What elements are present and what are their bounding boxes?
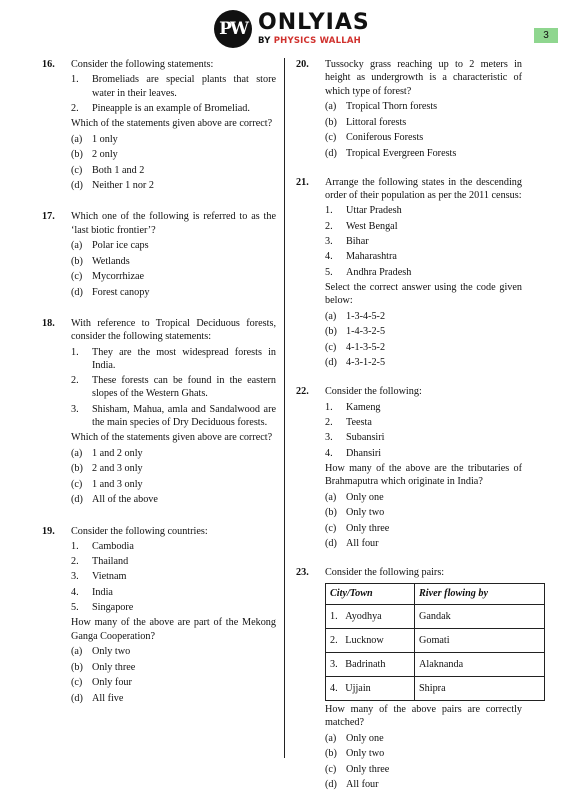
statement-number: 4. bbox=[71, 586, 79, 598]
question-number: 20. bbox=[296, 59, 309, 70]
statement-text: Bihar bbox=[346, 236, 369, 248]
statement bbox=[71, 540, 276, 553]
question bbox=[296, 566, 522, 791]
statement bbox=[325, 235, 522, 248]
statement-text: Teesta bbox=[346, 417, 372, 429]
statement-number: 2. bbox=[71, 375, 79, 387]
statement bbox=[325, 204, 522, 217]
right-column bbox=[296, 58, 522, 791]
question-number: 16. bbox=[42, 59, 55, 70]
question bbox=[42, 317, 276, 507]
answer-option bbox=[325, 147, 522, 160]
question-prompt: How many of the above pairs are correctly matched? bbox=[325, 703, 522, 729]
table-header-row bbox=[326, 583, 545, 604]
answer-option bbox=[71, 645, 276, 658]
option-text: Neither 1 nor 2 bbox=[92, 180, 154, 192]
option-letter: (c) bbox=[325, 341, 337, 353]
statement-text: Cambodia bbox=[92, 540, 134, 552]
question bbox=[42, 58, 276, 192]
statement bbox=[71, 346, 276, 373]
option-text: 2 only bbox=[92, 149, 118, 161]
option-text: 1 and 3 only bbox=[92, 478, 143, 490]
question bbox=[296, 58, 522, 160]
option-text: 4-1-3-5-2 bbox=[346, 341, 386, 353]
table-row bbox=[326, 676, 545, 700]
option-text: Only three bbox=[92, 661, 136, 673]
answer-option bbox=[325, 506, 522, 519]
option-letter: (a) bbox=[71, 447, 83, 459]
statement-text: Pineapple is an example of Bromeliad. bbox=[92, 102, 250, 114]
answer-option bbox=[325, 131, 522, 144]
option-text: Polar ice caps bbox=[92, 240, 149, 252]
answer-option bbox=[325, 116, 522, 129]
table-header: City/Town bbox=[326, 583, 415, 604]
table-cell-river: Gandak bbox=[415, 604, 545, 628]
statement-text: Dhansiri bbox=[346, 447, 382, 459]
statement-number: 2. bbox=[325, 220, 333, 232]
question-prompt: Select the correct answer using the code given below: bbox=[325, 281, 522, 307]
question-prompt: How many of the above are the tributaries of Brahmaputra which originate in India? bbox=[325, 462, 522, 488]
city-name: Ayodhya bbox=[345, 610, 382, 622]
city-name: Ujjain bbox=[345, 682, 371, 694]
option-text: Only one bbox=[346, 491, 384, 503]
option-text: Only three bbox=[346, 522, 390, 534]
option-letter: (d) bbox=[71, 692, 83, 704]
table-cell-city bbox=[326, 676, 415, 700]
option-letter: (a) bbox=[325, 310, 337, 322]
statement bbox=[325, 416, 522, 429]
answer-option bbox=[325, 356, 522, 369]
answer-option bbox=[325, 325, 522, 338]
statement bbox=[71, 102, 276, 115]
statement-text: Vietnam bbox=[92, 571, 127, 583]
row-number: 4. bbox=[330, 682, 338, 694]
option-letter: (d) bbox=[71, 180, 83, 192]
table-cell-river: Alaknanda bbox=[415, 652, 545, 676]
option-letter: (c) bbox=[71, 677, 83, 689]
statement bbox=[71, 374, 276, 401]
table-cell-river: Shipra bbox=[415, 676, 545, 700]
statement bbox=[71, 73, 276, 100]
question-prompt: Which of the statements given above are correct? bbox=[71, 118, 273, 130]
option-text: 1 only bbox=[92, 133, 118, 145]
option-text: 2 and 3 only bbox=[92, 463, 143, 475]
statement-text: They are the most widespread forests in India. bbox=[92, 346, 276, 371]
city-name: Lucknow bbox=[345, 634, 384, 646]
answer-option bbox=[325, 491, 522, 504]
answer-option bbox=[71, 133, 276, 146]
question bbox=[296, 176, 522, 370]
answer-option bbox=[71, 255, 276, 268]
row-number: 2. bbox=[330, 634, 338, 646]
question-stem: Arrange the following states in the descending order of their population as per the 2011 census: bbox=[325, 176, 522, 202]
option-text: All five bbox=[92, 692, 124, 704]
option-text: Tropical Thorn forests bbox=[346, 101, 438, 113]
answer-option bbox=[325, 747, 522, 760]
statement-text: Uttar Pradesh bbox=[346, 205, 402, 217]
statement bbox=[325, 447, 522, 460]
page-number: 3 bbox=[534, 28, 558, 43]
statement-number: 1. bbox=[71, 540, 79, 552]
statement-number: 1. bbox=[71, 74, 79, 86]
statement-number: 3. bbox=[71, 403, 79, 415]
question-stem: Consider the following statements: bbox=[71, 59, 214, 70]
option-letter: (a) bbox=[325, 732, 337, 744]
table-row bbox=[326, 652, 545, 676]
question-stem: With reference to Tropical Deciduous forests, consider the following statements: bbox=[71, 317, 276, 343]
question-number: 17. bbox=[42, 211, 55, 223]
question-stem: Which one of the following is referred to as the ‘last biotic frontier’? bbox=[71, 211, 276, 236]
option-letter: (a) bbox=[71, 133, 83, 145]
question-stem: Consider the following: bbox=[325, 386, 422, 398]
question bbox=[42, 525, 276, 705]
option-text: Wetlands bbox=[92, 255, 130, 267]
option-text: Only two bbox=[346, 748, 385, 760]
option-letter: (d) bbox=[325, 357, 337, 369]
answer-option bbox=[71, 286, 276, 299]
option-text: All of the above bbox=[92, 494, 158, 506]
question-stem: Consider the following countries: bbox=[71, 525, 208, 537]
statement-text: West Bengal bbox=[346, 220, 398, 232]
answer-option bbox=[71, 148, 276, 161]
option-text: Coniferous Forests bbox=[346, 132, 424, 144]
statement bbox=[71, 555, 276, 568]
answer-option bbox=[325, 341, 522, 354]
option-letter: (a) bbox=[71, 240, 83, 252]
option-text: Tropical Evergreen Forests bbox=[346, 147, 457, 159]
table-cell-city bbox=[326, 652, 415, 676]
answer-option bbox=[71, 493, 276, 506]
statement bbox=[71, 601, 276, 614]
answer-option bbox=[325, 732, 522, 745]
table-header: River flowing by bbox=[415, 583, 545, 604]
question-number: 22. bbox=[296, 386, 309, 398]
question-number: 21. bbox=[296, 176, 309, 188]
option-letter: (b) bbox=[71, 255, 83, 267]
option-text: Mycorrhizae bbox=[92, 271, 145, 283]
answer-option bbox=[325, 778, 522, 791]
answer-option bbox=[71, 239, 276, 252]
option-letter: (d) bbox=[325, 147, 337, 159]
question-number: 19. bbox=[42, 525, 55, 537]
option-letter: (a) bbox=[325, 491, 337, 503]
option-letter: (a) bbox=[325, 101, 337, 113]
answer-option bbox=[71, 478, 276, 491]
statement-text: Kameng bbox=[346, 401, 381, 413]
answer-option bbox=[71, 676, 276, 689]
question-number: 23. bbox=[296, 567, 309, 579]
option-text: Only three bbox=[346, 763, 390, 775]
statement-number: 4. bbox=[325, 251, 333, 263]
statement-text: Andhra Pradesh bbox=[346, 266, 412, 278]
statement-text: Subansiri bbox=[346, 432, 385, 444]
statement-number: 1. bbox=[325, 205, 333, 217]
option-text: Littoral forests bbox=[346, 116, 407, 128]
option-letter: (c) bbox=[325, 132, 337, 144]
option-text: 1 and 2 only bbox=[92, 447, 143, 459]
option-letter: (d) bbox=[325, 778, 337, 790]
option-letter: (a) bbox=[71, 646, 83, 658]
statement-text: Maharashtra bbox=[346, 251, 397, 263]
pw-logo-icon: PW bbox=[214, 10, 252, 48]
statement bbox=[71, 570, 276, 583]
statement-number: 3. bbox=[71, 571, 79, 583]
pairs-table bbox=[325, 583, 545, 701]
table-cell-river: Gomati bbox=[415, 628, 545, 652]
statement-number: 2. bbox=[71, 102, 79, 114]
statement-number: 2. bbox=[325, 417, 333, 429]
option-text: 4-3-1-2-5 bbox=[346, 357, 386, 369]
option-text: 1-3-4-5-2 bbox=[346, 310, 386, 322]
left-column bbox=[42, 58, 276, 705]
answer-option bbox=[71, 692, 276, 705]
statement-number: 1. bbox=[325, 401, 333, 413]
city-name: Badrinath bbox=[345, 658, 386, 670]
option-letter: (b) bbox=[71, 463, 83, 475]
statement bbox=[325, 250, 522, 263]
option-letter: (c) bbox=[325, 522, 337, 534]
question bbox=[42, 210, 276, 299]
option-text: Only two bbox=[346, 507, 385, 519]
statement-number: 5. bbox=[71, 602, 79, 614]
statement-text: Bromeliads are special plants that store water in their leaves. bbox=[92, 74, 276, 99]
option-letter: (d) bbox=[325, 538, 337, 550]
statement bbox=[325, 401, 522, 414]
option-text: Forest canopy bbox=[92, 286, 150, 298]
table-cell-city bbox=[326, 604, 415, 628]
statement-number: 2. bbox=[71, 556, 79, 568]
question-stem: Tussocky grass reaching up to 2 meters in height as undergrowth is a characteristic of which type of forest? bbox=[325, 59, 522, 97]
option-letter: (c) bbox=[71, 164, 83, 176]
statement bbox=[71, 586, 276, 599]
question-prompt: Which of the statements given above are correct? bbox=[71, 432, 273, 444]
answer-option bbox=[325, 522, 522, 535]
answer-option bbox=[71, 447, 276, 460]
statement-text: Shisham, Mahua, amla and Sandalwood are the main species of Dry Deciduous forests. bbox=[92, 403, 276, 429]
statement-number: 5. bbox=[325, 266, 333, 278]
answer-option bbox=[71, 270, 276, 283]
answer-option bbox=[325, 763, 522, 776]
option-text: 1-4-3-2-5 bbox=[346, 326, 386, 338]
option-letter: (b) bbox=[325, 326, 337, 338]
option-letter: (c) bbox=[71, 478, 83, 490]
question-stem: Consider the following pairs: bbox=[325, 567, 445, 579]
answer-option bbox=[71, 661, 276, 674]
option-text: All four bbox=[346, 538, 379, 550]
option-text: Only one bbox=[346, 732, 384, 744]
answer-option bbox=[71, 179, 276, 192]
statement bbox=[71, 403, 276, 430]
row-number: 1. bbox=[330, 610, 338, 622]
page-header bbox=[0, 8, 561, 54]
option-letter: (c) bbox=[325, 763, 337, 775]
option-text: All four bbox=[346, 778, 379, 790]
statement-number: 1. bbox=[71, 346, 79, 358]
table-row bbox=[326, 604, 545, 628]
question-prompt: How many of the above are part of the Mekong Ganga Cooperation? bbox=[71, 617, 276, 642]
answer-option bbox=[325, 100, 522, 113]
option-letter: (b) bbox=[325, 116, 337, 128]
answer-option bbox=[71, 164, 276, 177]
answer-option bbox=[71, 462, 276, 475]
option-text: Only two bbox=[92, 646, 131, 658]
statement-number: 3. bbox=[325, 432, 333, 444]
statement-number: 4. bbox=[325, 447, 333, 459]
statement-text: Thailand bbox=[92, 556, 129, 568]
statement bbox=[325, 266, 522, 279]
question bbox=[296, 385, 522, 550]
table-cell-city bbox=[326, 628, 415, 652]
option-text: Both 1 and 2 bbox=[92, 164, 145, 176]
statement-number: 3. bbox=[325, 236, 333, 248]
column-divider bbox=[284, 58, 285, 758]
question-number: 18. bbox=[42, 317, 55, 329]
option-letter: (b) bbox=[325, 748, 337, 760]
option-letter: (d) bbox=[71, 494, 83, 506]
option-letter: (b) bbox=[325, 507, 337, 519]
option-letter: (b) bbox=[71, 661, 83, 673]
statement bbox=[325, 220, 522, 233]
statement-text: Singapore bbox=[92, 602, 134, 614]
statement-text: India bbox=[92, 586, 113, 598]
option-letter: (c) bbox=[71, 271, 83, 283]
option-letter: (b) bbox=[71, 149, 83, 161]
option-text: Only four bbox=[92, 677, 132, 689]
table-row bbox=[326, 628, 545, 652]
option-letter: (d) bbox=[71, 286, 83, 298]
answer-option bbox=[325, 537, 522, 550]
brand-subtitle: BY PHYSICS WALLAH bbox=[258, 36, 361, 46]
answer-option bbox=[325, 310, 522, 323]
row-number: 3. bbox=[330, 658, 338, 670]
brand-name: ONLYIAS bbox=[258, 10, 370, 35]
statement bbox=[325, 431, 522, 444]
statement-text: These forests can be found in the eastern slopes of the Western Ghats. bbox=[92, 375, 276, 400]
